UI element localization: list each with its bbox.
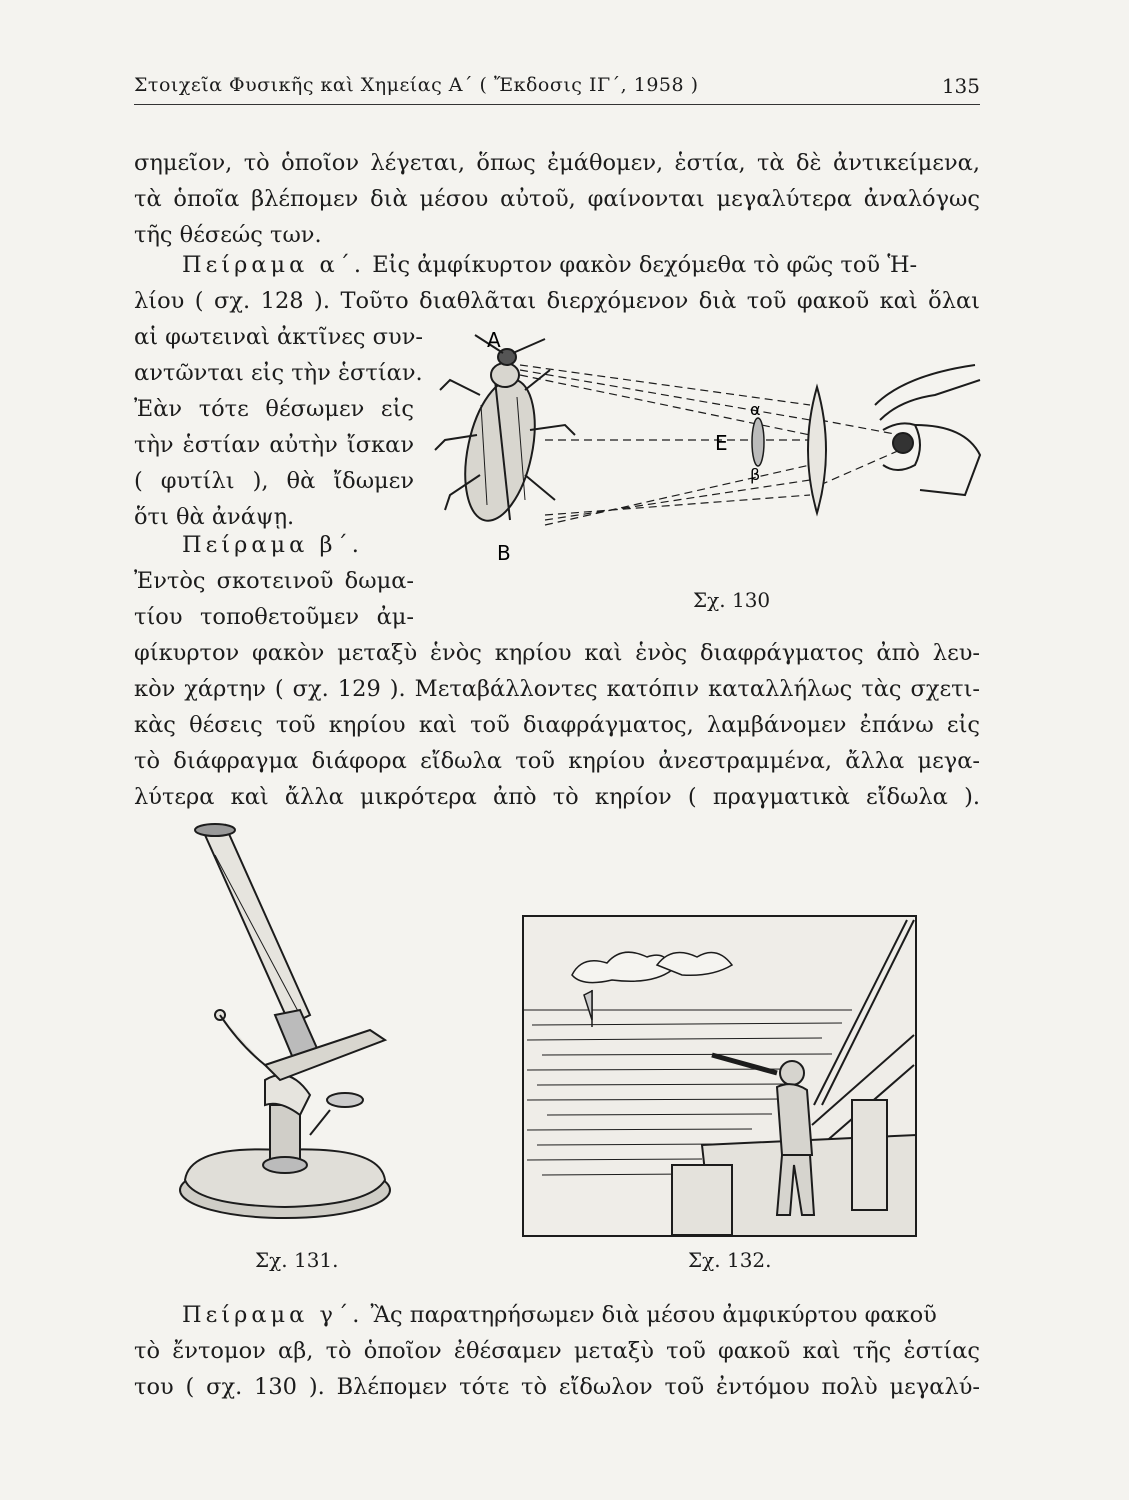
figure-130-caption: Σχ. 130 <box>693 588 771 612</box>
text-line: Ἐντὸς σκοτεινοῦ δωμα- <box>134 568 414 594</box>
figure-132-caption: Σχ. 132. <box>688 1248 772 1272</box>
text-line: ( φυτίλι ), θὰ ἴδωμεν <box>134 468 414 494</box>
text-line: κὰς θέσεις τοῦ κηρίου καὶ τοῦ διαφράγματος, λαμβάνομεν ἐπάνω εἰς <box>134 712 980 738</box>
experiment-c-text: Ἂς παρατηρήσωμεν διὰ μέσου ἀμφικύρτου φακοῦ <box>370 1302 937 1328</box>
experiment-a-first-line <box>182 247 980 283</box>
text-line: ὅτι θὰ ἀνάψῃ. <box>134 504 295 530</box>
label-e: Ε <box>715 431 728 455</box>
figure-131-caption: Σχ. 131. <box>255 1248 339 1272</box>
microscope-drawing <box>170 815 400 1235</box>
label-b: Β <box>497 541 511 565</box>
text-line: τίου τοποθετοῦμεν ἀμ- <box>134 604 414 630</box>
running-head: Στοιχεῖα Φυσικῆς καὶ Χημείας Α΄ ( Ἔκδοσις ΙΓ΄, 1958 ) <box>134 74 699 96</box>
text-line: κὸν χάρτην ( σχ. 129 ). Μεταβάλλοντες κατόπιν καταλλήλως τὰς σχετι- <box>134 676 980 702</box>
text-line: λύτερα καὶ ἄλλα μικρότερα ἀπὸ τὸ κηρίον ( πραγματικὰ εἴδωλα ). <box>134 784 980 810</box>
experiment-c-label: Πείραμα γ΄. <box>182 1302 364 1328</box>
experiment-c-first-line <box>182 1297 980 1333</box>
text-line: αἱ φωτειναὶ ἀκτῖνες συν- <box>134 324 423 350</box>
text-line: τὸ διάφραγμα διάφορα εἴδωλα τοῦ κηρίου ἀνεστραμμένα, ἄλλα μεγα- <box>134 748 980 774</box>
sailor-telescope-drawing <box>522 915 917 1237</box>
figure-130 <box>425 325 985 575</box>
experiment-b-label-text: Πείραμα β΄. <box>182 532 363 558</box>
text-line: τὴν ἑστίαν αὐτὴν ἴσκαν <box>134 432 414 458</box>
page-header <box>134 70 980 105</box>
text-line: τὸ ἔντομον αβ, τὸ ὁποῖον ἐθέσαμεν μεταξὺ τοῦ φακοῦ καὶ τῆς ἑστίας <box>134 1338 980 1364</box>
text-line: τὰ ὁποῖα βλέπομεν διὰ μέσου αὐτοῦ, φαίνονται μεγαλύτερα ἀναλόγως <box>134 186 980 212</box>
label-alpha: α <box>750 400 761 419</box>
text-line: τῆς θέσεώς των. <box>134 222 322 248</box>
text-line: Ἐὰν τότε θέσωμεν εἰς <box>134 396 414 422</box>
text-line: λίου ( σχ. 128 ). Τοῦτο διαθλᾶται διερχόμενον διὰ τοῦ φακοῦ καὶ ὅλαι <box>134 288 980 314</box>
text-line: του ( σχ. 130 ). Βλέπομεν τότε τὸ εἴδωλον τοῦ ἐντόμου πολὺ μεγαλύ- <box>134 1374 980 1400</box>
experiment-a-label: Πείραμα α΄. <box>182 252 366 278</box>
label-a: Α <box>487 328 501 352</box>
page-number: 135 <box>941 74 980 98</box>
figure-131 <box>170 815 400 1235</box>
label-beta: β <box>750 465 761 484</box>
experiment-a-text: Εἰς ἀμφίκυρτον φακὸν δεχόμεθα τὸ φῶς τοῦ Ἡ- <box>372 252 918 278</box>
experiment-b-label <box>182 527 363 563</box>
text-line: αντῶνται εἰς τὴν ἑστίαν. <box>134 360 423 386</box>
text-line: φίκυρτον φακὸν μεταξὺ ἑνὸς κηρίου καὶ ἑνὸς διαφράγματος ἀπὸ λευ- <box>134 640 980 666</box>
eye-icon <box>875 365 980 495</box>
text-line: σημεῖον, τὸ ὁποῖον λέγεται, ὅπως ἐμάθομεν, ἑστία, τὰ δὲ ἀντικείμενα, <box>134 150 980 176</box>
figure-132 <box>522 915 917 1237</box>
figure-130-drawing <box>425 325 985 575</box>
